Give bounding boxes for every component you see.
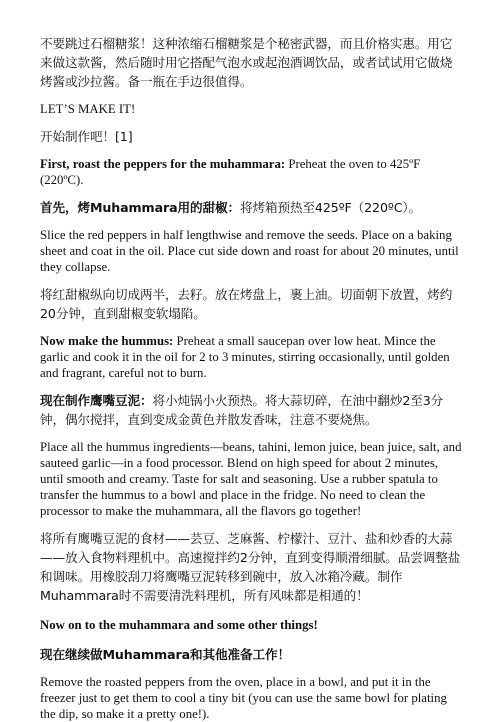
muhammara-heading: Now on to the muhammara and some other things! <box>40 618 318 632</box>
roast-peppers-lead-zh: 首先，烤Muhammara用的甜椒： <box>40 200 240 215</box>
start-making-heading-zh: 开始制作吧！[1] <box>40 129 133 144</box>
muhammara-heading-zh: 现在继续做Muhammara和其他准备工作！ <box>40 647 290 662</box>
blend-hummus-paragraph-zh: 将所有鹰嘴豆泥的食材——芸豆、芝麻酱、柠檬汁、豆汁、盐和炒香的大蒜——放入食物料理机中。高速搅拌约2分钟，直到变得顺滑细腻。品尝调整盐和调味。用橡胶刮刀将鹰嘴豆泥转移到碗中，放入冰箱冷藏。制作Muhammara时不需要清洗料理机，所有风味都是相通的！ <box>40 531 461 603</box>
roast-peppers-text-zh: 将烤箱预热至425ºF（220ºC）。 <box>239 200 422 215</box>
make-hummus-lead-zh: 现在制作鹰嘴豆泥： <box>40 393 153 408</box>
make-hummus-text-zh: 将小炖锅小火预热。将大蒜切碎，在油中翻炒2至3分钟，偶尔搅拌，直到变成金黄色并散发香味，注意不要烧焦。 <box>40 393 444 427</box>
intro-paragraph-zh: 不要跳过石榴糖浆！这种浓缩石榴糖浆是个秘密武器，而且价格实惠。用它来做这款酱，然后随时用它搭配气泡水或起泡酒调饮品，或者试试用它做烧烤酱或沙拉酱。备一瓶在手边很值得。 <box>40 36 453 89</box>
make-hummus-text: Preheat a small saucepan over low heat. Mince the garlic and cook it in the oil for 2 to 3 minutes, stirring occasionally, until golden and fragrant, careful not to burn. <box>40 334 450 380</box>
roast-peppers-paragraph <box>40 156 462 188</box>
roast-peppers-lead: First, roast the peppers for the muhammara: <box>40 157 286 171</box>
slice-peppers-paragraph: Slice the red peppers in half lengthwise and remove the seeds. Place on a baking sheet and coat in the oil. Place cut side down and roast for about 20 minutes, until they collapse. <box>40 228 459 274</box>
make-hummus-paragraph <box>40 333 462 381</box>
roast-peppers-text: Preheat the oven to 425ºF (220ºC). <box>40 157 421 187</box>
make-hummus-paragraph-zh <box>40 391 462 429</box>
slice-peppers-paragraph-zh: 将红甜椒纵向切成两半，去籽。放在烤盘上，裹上油。切面朝下放置，烤约20分钟，直到甜椒变软塌陷。 <box>40 287 453 321</box>
roast-peppers-paragraph-zh <box>40 198 462 217</box>
blend-hummus-paragraph: Place all the hummus ingredients—beans, tahini, lemon juice, bean juice, salt, and sauteed garlic—in a food processor. Blend on high speed for about 2 minutes, until smooth and creamy. Taste for salt and seasoning. Use a rubber spatula to transfer the hummus to a bowl and place in the fridge. No need to clean the processor to make the muhammara, all the flavors go together! <box>40 440 462 518</box>
make-hummus-lead: Now make the hummus: <box>40 334 174 348</box>
lets-make-it-heading: LET’S MAKE IT! <box>40 102 136 116</box>
remove-peppers-paragraph: Remove the roasted peppers from the oven, place in a bowl, and put it in the freezer just to get them to cool a tiny bit (you can use the same bowl for plating the dip, so make it a pretty one!). <box>40 675 447 721</box>
